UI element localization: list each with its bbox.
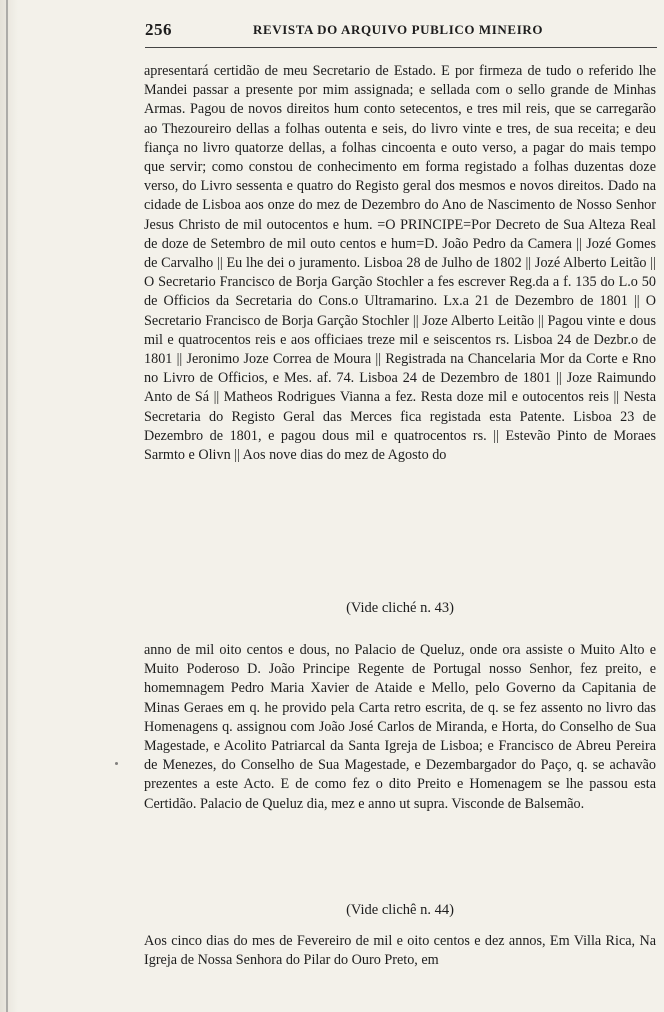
- page-number: 256: [145, 20, 172, 39]
- paragraph-certidao: apresentará certidão de meu Secretario de Estado. E por firmeza de tudo o referido lhe Mandei passar a presente por mim assignada; e sellada com o sello grande de Minhas Armas. Pagou de novos direitos hum conto setecentos, e tres mil reis, que se carregarão ao Thezoureiro dellas a folhas outenta e seis, do livro vinte e tres, de sua receita; e deu fiança no livro quatorze dellas, a folhas cincoenta e outo verso, a pagar do mais tempo que servir; como constou de conhecimento em forma registado a folhas duzentas doze verso, do Livro sessenta e quatro do Registo geral dos mesmos e novos direitos. Dado na cidade de Lisboa aos onze do mez de Dezembro do Ano de Nascimento de Nosso Senhor Jesus Christo de mil outocentos e hum. =O PRINCIPE=Por Decreto de Sua Alteza Real de doze de Setembro de mil outo centos e hum=D. João Pedro da Camera || Jozé Gomes de Carvalho || Eu lhe dei o juramento. Lisboa 28 de Julho de 1802 || Jozé Alberto Leitão || O Secretario Francisco de Borja Garção Stochler a fes escrever Reg.da a f. 135 do L.o 50 de Officios da Secretaria do Cons.o Ultramarino. Lx.a 21 de Dezembro de 1801 || O Secretario Francisco de Borja Garção Stochler || Joze Alberto Leitão || Pagou vinte e dous mil e quatrocentos reis e aos officiaes treze mil e seiscentos rs. Lisboa 24 de Dezbr.o de 1801 || Jeronimo Joze Correa de Moura || Registrada na Chancelaria Mor da Corte e Rno no Livro de Officios, e Mes. af. 74. Lisboa 24 de Dezembro de 1801 || Joze Raimundo Anto de Sá || Matheos Rodrigues Vianna a fez. Resta doze mil e outocentos reis || Nesta Secretaria do Registo Geral das Merces fica registada esta Patente. Lisboa 23 de Dezembro de 1801, e pagou dous mil e quatrocentos rs. || Estevão Pinto de Moraes Sarmto e Olivn || Aos nove dias do mez de Agosto do: [144, 63, 656, 464]
- paragraph-villa-rica: Aos cinco dias do mes de Fevereiro de mil e oito centos e dez annos, Em Villa Rica, Na Igreja de Nossa Senhora do Pilar do Ouro Preto, em: [144, 933, 656, 969]
- binding-edge: [6, 0, 8, 1012]
- header-rule: [145, 47, 657, 48]
- margin-mark: [115, 762, 118, 765]
- caption-cliche-44: (Vide clichê n. 44): [346, 902, 454, 918]
- paragraph-homenagem: anno de mil oito centos e dous, no Palacio de Queluz, onde ora assiste o Muito Alto e Muito Poderoso D. João Principe Regente de Portugal nosso Senhor, fez preito, e homemnagem Pedro Maria Xavier de Ataide e Mello, pelo Governo da Capitania de Minas Geraes em q. he provido pela Carta retro escrita, de q. se fez assento no livro das Homenagens q. assignou com João José Carlos de Miranda, e Horta, do Conselho de Sua Magestade, e Acolito Patriarcal da Santa Igreja de Lisboa; e Francisco de Abreu Pereira de Menezes, do Conselho de Sua Magestade, e Dezembargador do Paço, q. se achavão prezentes a este Acto. E de como fez o dito Preito e Homenagem se lhe passou esta Certidão. Palacio de Queluz dia, mez e anno ut supra. Visconde de Balsemão.: [144, 642, 656, 812]
- caption-cliche-43: (Vide cliché n. 43): [346, 600, 454, 616]
- running-head: REVISTA DO ARQUIVO PUBLICO MINEIRO: [253, 22, 544, 37]
- page-header: [145, 20, 655, 44]
